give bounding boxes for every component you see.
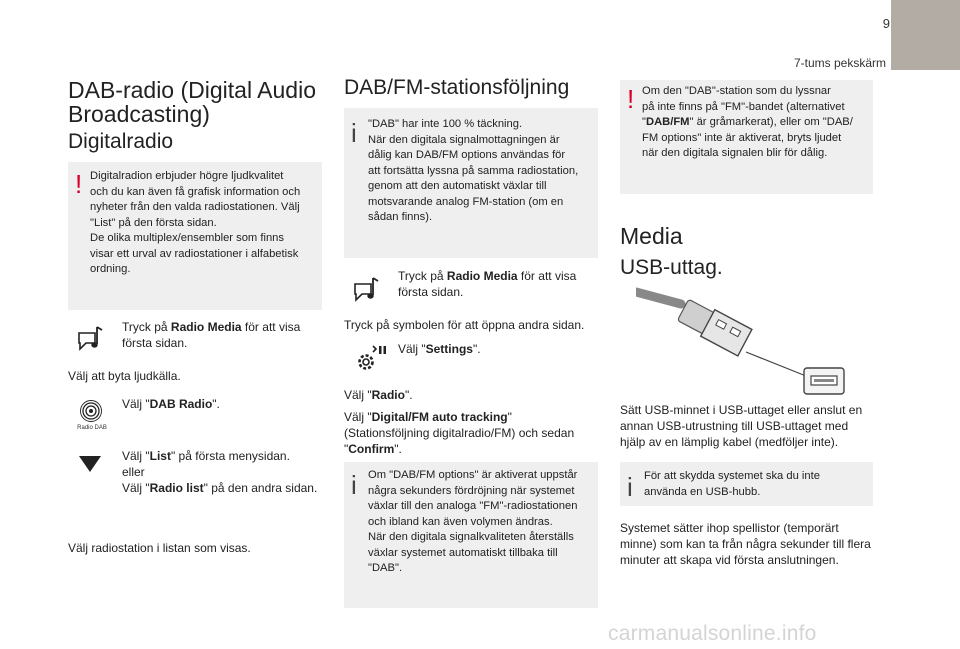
playlist-text: Systemet sätter ihop spellistor (temporärt minne) som kan ta från några sekunder till flera minuter att skapa vid första anslutningen. <box>620 521 871 567</box>
step-text: Välj "Settings". <box>398 342 481 356</box>
warning-line: "DAB/FM" är gråmarkerat), eller om "DAB/ <box>642 116 853 128</box>
body-text: Välj "Digital/FM auto tracking" (Stationsföljning digitalradio/FM) och sedan "Confirm". <box>344 410 575 456</box>
body-text: Välj att byta ljudkälla. <box>68 369 181 383</box>
warning-line: "List" på den första sidan. <box>90 216 217 229</box>
info-line: använda en USB-hubb. <box>644 485 761 498</box>
warning-line: på inte finns på "FM"-bandet (alternativet <box>642 100 845 113</box>
warning-box-digitalradio <box>68 162 322 310</box>
info-line: växlar systemet automatiskt tillbaka till <box>368 546 558 559</box>
warning-line: De olika multiplex/ensembler som finns <box>90 232 284 244</box>
info-line: Om "DAB/FM options" är aktiverat uppstår <box>368 469 578 481</box>
info-box-hub <box>620 462 873 506</box>
info-line: att fortsätta lyssna på samma radiostation, <box>368 164 579 177</box>
warning-line: när den digitala signalen blir för dålig. <box>642 147 828 159</box>
radio-dab-icon <box>80 400 102 422</box>
step-text: Tryck på Radio Media för att visa första sidan. <box>122 320 301 350</box>
warning-line: FM options" inte är aktiverat, bryts ljudet <box>642 131 842 144</box>
info-line: "DAB" har inte 100 % täckning. <box>368 118 523 130</box>
warning-line: och du kan även få grafisk information och <box>90 185 301 198</box>
step-text: Tryck på Radio Media för att visa första sidan. <box>398 269 577 299</box>
triangle-down-icon <box>78 455 102 473</box>
dab-fm-heading: DAB/FM-stationsföljning <box>344 76 570 99</box>
info-box-delay <box>344 462 598 608</box>
body-text: Välj "Radio". <box>344 388 413 402</box>
info-box-coverage <box>344 108 598 258</box>
warning-line: visar ett urval av radiostationer i alfabetisk <box>90 247 299 260</box>
usb-heading: USB-uttag. <box>620 256 723 279</box>
info-icon: i <box>627 472 633 502</box>
radio-media-icon <box>352 274 382 304</box>
usb-text: Sätt USB-minnet i USB-uttaget eller anslut en annan USB-utrustning till USB-uttaget med hjälp av en lämplig kabel (medföljer inte). <box>620 403 863 449</box>
warning-line: ordning. <box>90 263 131 275</box>
body-text: Tryck på symbolen för att öppna andra sidan. <box>344 318 585 332</box>
info-icon: i <box>351 470 357 500</box>
info-icon: i <box>351 118 357 148</box>
info-line: För att skydda systemet ska du inte <box>644 470 820 482</box>
warning-line: nyheter från den valda radiostationen. Välj <box>90 201 300 213</box>
body-text: Välj radiostation i listan som visas. <box>68 541 251 555</box>
radio-media-icon <box>76 323 106 353</box>
info-line: några sekunders fördröjning när systemet <box>368 484 575 497</box>
info-line: motsvarande analog FM-station (om en <box>368 195 564 208</box>
info-line: dålig kan DAB/FM options användas för <box>368 149 566 161</box>
watermark: carmanualsonline.info <box>608 622 817 645</box>
dab-title: DAB-radio (Digital Audio Broadcasting) <box>68 77 317 127</box>
warning-line: Om den "DAB"-station som du lyssnar <box>642 85 831 97</box>
warning-line: Digitalradion erbjuder högre ljudkvalitet <box>90 170 284 182</box>
info-line: När den digitala signalmottagningen är <box>368 133 560 146</box>
section-title: 7-tums pekskärm <box>793 56 886 70</box>
usb-illustration <box>636 284 848 403</box>
warning-icon: ! <box>75 169 83 199</box>
info-line: När den digitala signalkvaliteten återställs <box>368 531 574 543</box>
page-number: 9 <box>882 16 890 31</box>
info-line: sådan finns). <box>368 211 433 223</box>
page-tab <box>891 0 960 70</box>
info-line: och ibland kan även volymen ändras. <box>368 515 553 528</box>
step-text: Välj "DAB Radio". <box>122 397 220 411</box>
info-line: genom att den automatiskt växlar till <box>368 180 547 192</box>
warning-box-dabfm <box>620 80 873 194</box>
info-line: "DAB". <box>368 562 403 574</box>
settings-gear-icon <box>355 344 389 374</box>
media-title: Media <box>620 223 683 249</box>
digitalradio-heading: Digitalradio <box>68 130 174 153</box>
warning-icon: ! <box>627 84 635 114</box>
radio-dab-caption: Radio DAB <box>77 425 107 431</box>
step-text: Välj "List" på första menysidan. eller Välj "Radio list" på den andra sidan. <box>122 449 318 495</box>
info-line: växlar till den analoga "FM"-radiostationen <box>368 500 578 512</box>
